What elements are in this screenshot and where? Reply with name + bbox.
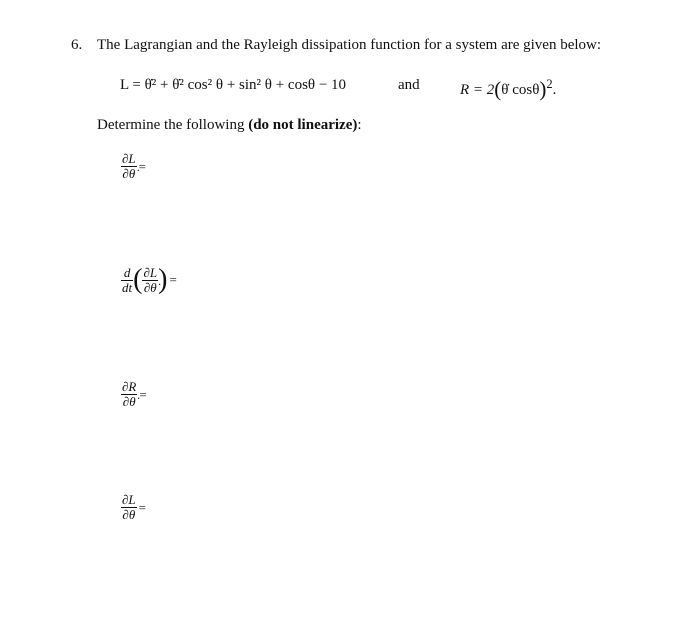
- rayleigh-lhs: R = 2: [460, 82, 495, 98]
- derivative-operator: [121, 266, 133, 295]
- question-prompt: The Lagrangian and the Rayleigh dissipation function for a system are given below:: [97, 37, 602, 53]
- denominator: dt: [122, 279, 133, 295]
- right-paren: ): [158, 264, 168, 295]
- numerator: ∂R: [122, 379, 137, 394]
- equals-sign: =: [138, 158, 146, 174]
- open-paren: (: [494, 77, 502, 101]
- connector-and: and: [398, 77, 420, 93]
- instruction: [97, 117, 362, 134]
- lagrangian-equation: L = θ̇² + θ̇² cos² θ + sin² θ + cosθ − 10: [120, 77, 347, 93]
- item-ddt-dl-dthetadot: [121, 264, 177, 296]
- numerator: d: [123, 264, 131, 280]
- rayleigh-power: 2: [546, 77, 553, 91]
- item-dl-dthetadot: [121, 152, 146, 181]
- close-paren: ): [539, 77, 547, 101]
- rayleigh-inner: θ̇ cosθ: [501, 82, 540, 98]
- equals-sign: =: [169, 272, 177, 287]
- numerator: ∂L: [143, 264, 158, 280]
- denominator: ∂θ: [122, 507, 136, 522]
- item-dl-dtheta: [121, 493, 146, 522]
- item-dr-dthetadot: [121, 380, 147, 409]
- equals-sign: =: [138, 499, 146, 515]
- fraction: [121, 380, 137, 409]
- left-paren: (: [133, 264, 143, 295]
- equals-sign: =: [139, 386, 147, 402]
- denominator: ∂θ̇: [143, 279, 157, 295]
- instruction-end: :: [357, 117, 362, 133]
- instruction-bold: (do not linearize): [248, 117, 358, 133]
- rayleigh-equation: R = 2(θ̇ cosθ)$^2$.: [460, 77, 557, 101]
- denominator: ∂θ̇: [122, 394, 136, 409]
- question-number: 6.: [71, 37, 83, 53]
- numerator: ∂L: [122, 492, 136, 507]
- fraction: [142, 266, 158, 295]
- denominator: ∂θ̇: [122, 166, 136, 181]
- numerator: ∂L: [122, 151, 136, 166]
- fraction: [121, 152, 137, 181]
- instruction-plain: Determine the following: [97, 117, 249, 133]
- fraction: [121, 493, 137, 522]
